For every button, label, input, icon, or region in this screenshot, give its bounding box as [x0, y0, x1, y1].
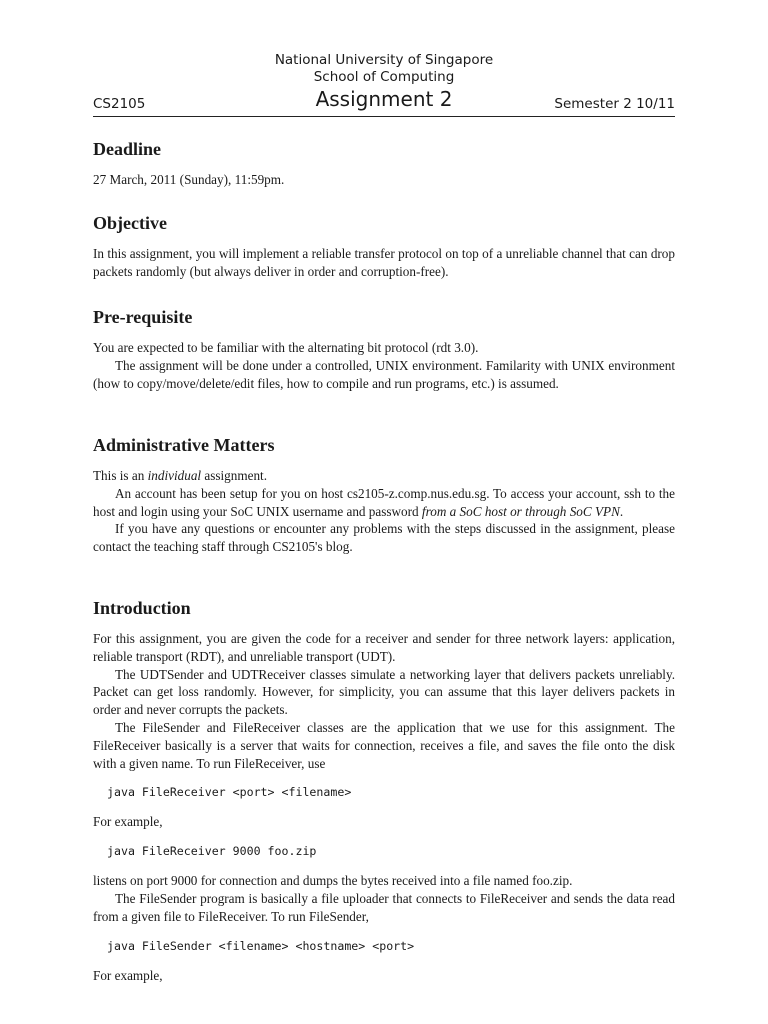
admin-p1-text-b: assignment. [201, 468, 268, 483]
intro-p1: For this assignment, you are given the code for a receiver and sender for three network layers: application, reliable transport (RDT), and unreliable transport (UDT). [93, 631, 675, 664]
intro-p3: The FileSender and FileReceiver classes are the application that we use for this assignment. The FileReceiver basically is a server that waits for connection, receives a file, and saves the file onto the disk with a given name. To run FileReceiver, use [93, 719, 675, 771]
document-page [93, 0, 675, 983]
document-header [93, 52, 675, 86]
admin-p2-text-b: . [619, 503, 624, 519]
intro-section [93, 597, 675, 984]
deadline-section [93, 138, 675, 189]
for-example-label-1: For example, [93, 814, 163, 830]
deadline-text: 27 March, 2011 (Sunday), 11:59pm. [93, 172, 285, 187]
intro-p4: listens on port 9000 for connection and dumps the bytes received into a file named foo.zip. [93, 873, 573, 889]
admin-p1 [93, 467, 675, 485]
for-example-label-2: For example, [93, 967, 163, 983]
admin-heading: Administrative Matters [93, 435, 275, 455]
admin-p2-text-a: An account has been setup for you on host cs2105-z.comp.nus.edu.sg. To access your account, ssh to the host and login using your SoC UNIX username and password [93, 485, 675, 519]
admin-p1-emphasis: individual [147, 468, 202, 483]
code-example-2: java FileReceiver 9000 foo.zip [107, 844, 317, 859]
objective-section [93, 212, 675, 281]
document-title: Assignment 2 [315, 87, 453, 111]
school-name: School of Computing [313, 69, 455, 85]
prerequisite-p1: You are expected to be familiar with the alternating bit protocol (rdt 3.0). [93, 340, 479, 355]
intro-p5: The FileSender program is basically a file uploader that connects to FileReceiver and sends the data read from a given file to FileReceiver. To run FileSender, [93, 890, 675, 924]
course-code: CS2105 [93, 96, 146, 112]
admin-section [93, 434, 675, 556]
deadline-heading: Deadline [93, 139, 162, 159]
objective-heading: Objective [93, 213, 167, 233]
header-rule [93, 116, 675, 117]
code-example-1: java FileReceiver <port> <filename> [107, 785, 352, 800]
prerequisite-heading: Pre-requisite [93, 307, 193, 327]
admin-p1-text-a: This is an [93, 468, 148, 483]
admin-p2-emphasis: from a SoC host or through SoC VPN [421, 503, 620, 519]
prerequisite-section [93, 306, 675, 392]
university-name: National University of Singapore [274, 52, 494, 68]
intro-heading: Introduction [93, 598, 191, 618]
prerequisite-p2: The assignment will be done under a controlled, UNIX environment. Familarity with UNIX environment (how to copy/move/delete/edit files, how to compile and run programs, etc.) is assumed. [93, 357, 675, 391]
objective-text: In this assignment, you will implement a reliable transfer protocol on top of a unreliable channel that can drop packets randomly (but always deliver in order and corruption-free). [93, 246, 675, 279]
admin-p3: If you have any questions or encounter any problems with the steps discussed in the assignment, please contact the teaching staff through CS2105's blog. [93, 521, 675, 555]
header-row [93, 86, 675, 116]
intro-p2: The UDTSender and UDTReceiver classes simulate a networking layer that delivers packets unreliably. Packet can get loss randomly. However, for simplicity, you can assume that this layer delivers packets in order and never corrupts the packets. [93, 666, 675, 718]
code-example-3: java FileSender <filename> <hostname> <port> [107, 938, 415, 953]
admin-p2 [93, 485, 675, 521]
semester-label: Semester 2 10/11 [554, 96, 675, 112]
